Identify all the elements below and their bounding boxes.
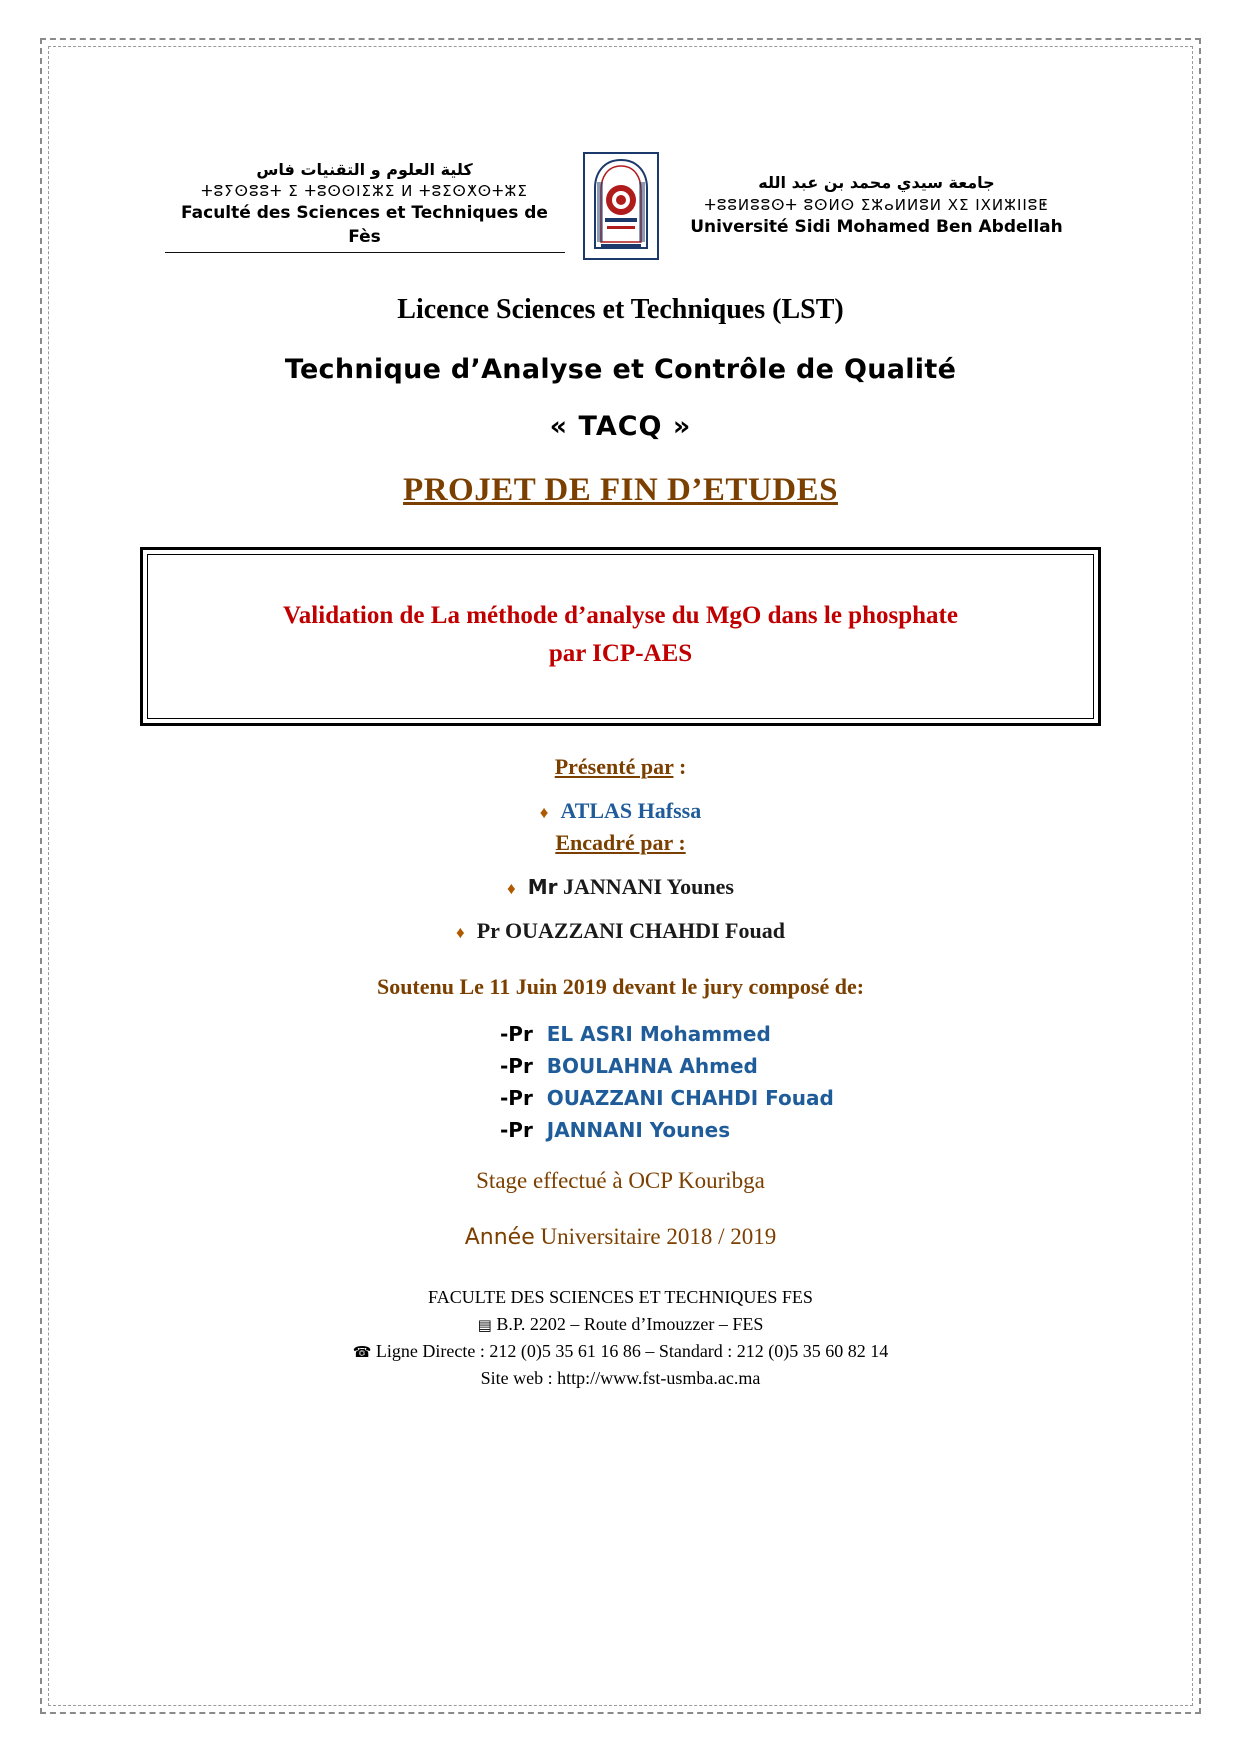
student-row — [70, 798, 1171, 824]
supervisor-1-title: Mr — [527, 875, 558, 899]
program-abbreviation: « TACQ » — [549, 411, 692, 442]
diamond-bullet-icon: ♦ — [507, 879, 516, 898]
supervisor-row-2 — [70, 918, 1171, 944]
faculty-name-arabic: كلية العلوم و التقنيات فاس — [256, 160, 473, 179]
address-icon: ▤ — [477, 1316, 492, 1335]
jury-list — [70, 1022, 1171, 1142]
jury-member — [500, 1118, 1171, 1142]
jury-name: EL ASRI Mohammed — [546, 1022, 771, 1046]
jury-name: BOULAHNA Ahmed — [546, 1054, 758, 1078]
university-identity — [677, 172, 1077, 239]
supervisor-2 — [477, 918, 785, 944]
subject-box-inner — [147, 554, 1094, 719]
jury-prefix: -Pr — [500, 1054, 533, 1078]
jury-member — [500, 1086, 1171, 1110]
faculty-identity — [165, 159, 565, 253]
footer-website: Site web : http://www.fst-usmba.ac.ma — [480, 1368, 761, 1389]
internship-line: Stage effectué à OCP Kouribga — [476, 1168, 765, 1193]
jury-name: OUAZZANI CHAHDI Fouad — [546, 1086, 834, 1110]
academic-year-rest: Universitaire 2018 / 2019 — [534, 1224, 777, 1249]
jury-prefix: -Pr — [500, 1118, 533, 1142]
supervisor-2-name: OUAZZANI CHAHDI Fouad — [505, 918, 785, 943]
jury-name: JANNANI Younes — [546, 1118, 731, 1142]
jury-member — [500, 1022, 1171, 1046]
supervisor-1 — [528, 874, 734, 900]
document-type-title: PROJET DE FIN D’ETUDES — [403, 472, 838, 508]
subject-box — [140, 547, 1101, 726]
presented-by-label — [70, 754, 1171, 780]
jury-member — [500, 1054, 1171, 1078]
diploma-title: Licence Sciences et Techniques (LST) — [397, 294, 844, 325]
jury-prefix: -Pr — [500, 1022, 533, 1046]
institution-header — [70, 152, 1171, 260]
presented-by-underlined: Présenté par — [554, 754, 674, 779]
cover-content — [70, 62, 1171, 1694]
university-name-tifinagh: ⵜⵓⵓⵍⵓⵓⵙⵜ ⵓⵙⵍⵙ ⵉⵣⴰⵍⵍⵓⵍ ⵝⵉ ⵏⵝⵍⵣⵏⵏⵓⵟ — [704, 195, 1049, 214]
jury-prefix: -Pr — [500, 1086, 533, 1110]
university-seal-logo — [583, 152, 659, 260]
supervisor-1-name: JANNANI Younes — [563, 874, 734, 899]
footer-institution: FACULTE DES SCIENCES ET TECHNIQUES FES — [428, 1287, 813, 1307]
university-name-arabic: جامعة سيدي محمد بن عبد الله — [758, 173, 995, 193]
subject-line-2: par ICP-AES — [548, 639, 693, 667]
university-name-french: Université Sidi Mohamed Ben Abdellah — [690, 216, 1063, 237]
supervisor-2-title: Pr — [476, 918, 500, 943]
program-title: Technique d’Analyse et Contrôle de Qualité — [284, 354, 957, 385]
supervisor-row-1 — [70, 874, 1171, 900]
student-name: ATLAS Hafssa — [560, 798, 702, 823]
supervised-by-label: Encadré par : — [555, 830, 686, 855]
footer-block — [70, 1284, 1171, 1391]
faculty-name-tifinagh: ⵜⵓⵢⵙⵓⵓⵜ ⵉ ⵜⵓⵙⵙⵏⵉⵣⵉ ⵍ ⵜⵓⵉⵙⵅⵙⵜⵣⵉ — [201, 182, 528, 201]
academic-year-line — [70, 1224, 1171, 1250]
subject-line-1: Validation de La méthode d’analyse du MgO dans le phosphate — [283, 602, 958, 629]
faculty-name-french: Faculté des Sciences et Techniques de Fès — [181, 203, 548, 248]
defense-line: Soutenu Le 11 Juin 2019 devant le jury composé de: — [376, 974, 865, 999]
presented-by-colon: : — [673, 754, 687, 779]
footer-phone-row — [70, 1338, 1171, 1364]
diamond-bullet-icon: ♦ — [456, 923, 465, 942]
footer-address: B.P. 2202 – Route d’Imouzzer – FES — [491, 1314, 764, 1335]
academic-year-word: Année — [464, 1225, 535, 1250]
footer-address-row — [70, 1311, 1171, 1337]
phone-icon: ☎ — [352, 1343, 372, 1362]
footer-phone: Ligne Directe : 212 (0)5 35 61 16 86 – Standard : 212 (0)5 35 60 82 14 — [371, 1341, 889, 1362]
diamond-bullet-icon: ♦ — [539, 803, 549, 822]
